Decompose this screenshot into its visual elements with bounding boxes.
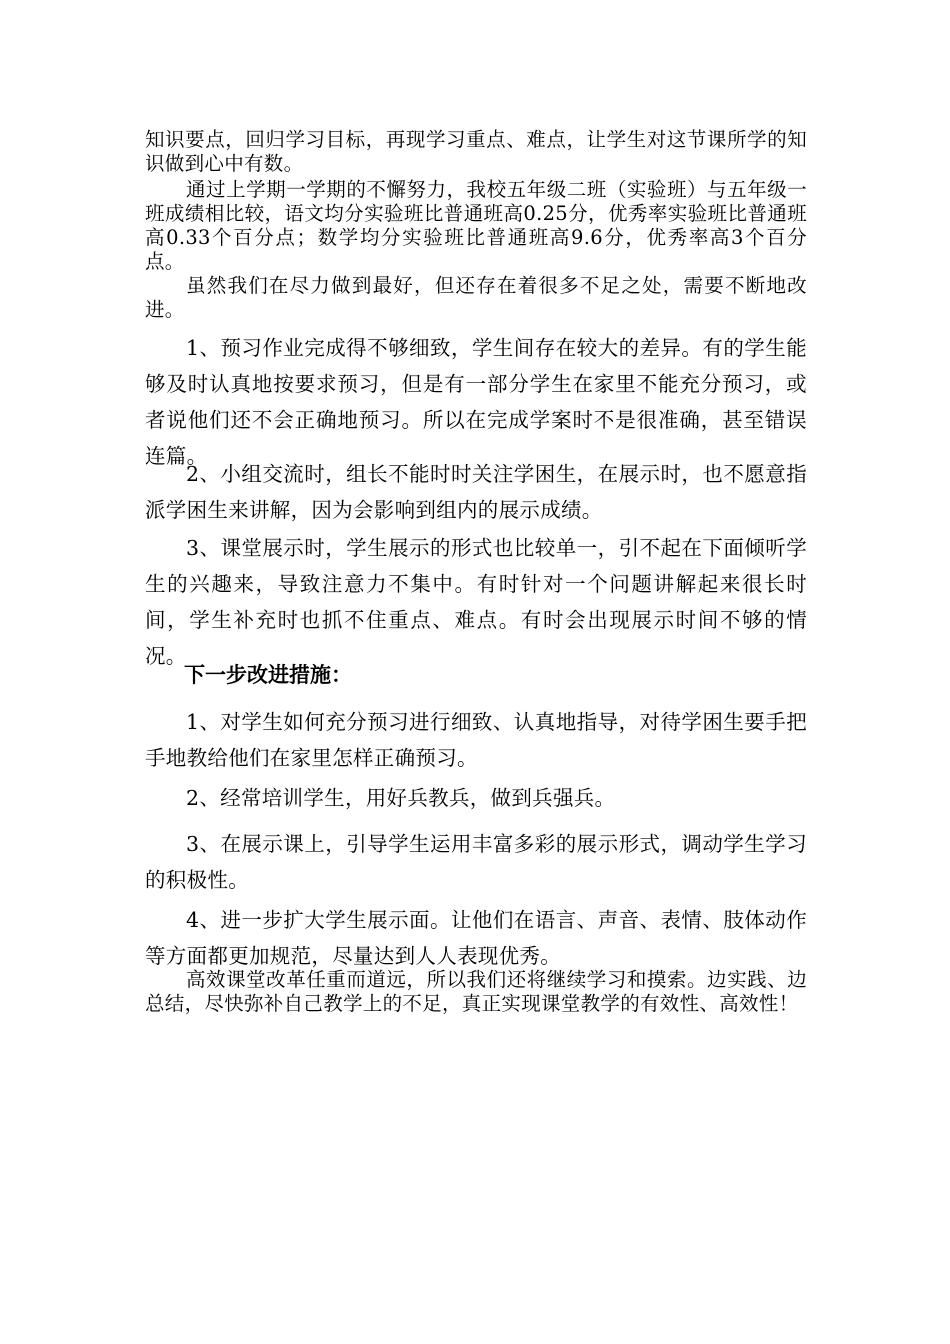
paragraph-shortcomings: 虽然我们在尽力做到最好，但还存在着很多不足之处，需要不断地改进。	[145, 274, 807, 321]
measure-2: 2、经常培训学生，用好兵教兵，做到兵强兵。	[186, 786, 616, 810]
paragraph-issue-2: 2、小组交流时，组长不能时时关注学困生，在展示时，也不愿意指派学困生来讲解，因为会影响到组内的展示成绩。	[145, 462, 807, 522]
paragraph-issue-1: 1、预习作业完成得不够细致，学生间存在较大的差异。有的学生能够及时认真地按要求预习，但是有一部分学生在家里不能充分预习，或者说他们还不会正确地预习。所以在完成学案时不是很准确，甚至错误连篇。	[145, 336, 807, 468]
paragraph-results: 通过上学期一学期的不懈努力，我校五年级二班（实验班）与五年级一班成绩相比较，语文均分实验班比普通班高0.25分，优秀率实验班比普通班高0.33个百分点；数学均分实验班比普通班高9.6分，优秀率高3个百分点。	[145, 178, 807, 273]
paragraph-intro: 知识要点，回归学习目标，再现学习重点、难点，让学生对这节课所学的知识做到心中有数。	[145, 128, 807, 175]
paragraph-issue-3: 3、课堂展示时，学生展示的形式也比较单一，引不起在下面倾听学生的兴趣来，导致注意力不集中。有时针对一个问题讲解起来很长时间，学生补充时也抓不住重点、难点。有时会出现展示时间不够的情况。	[145, 536, 807, 668]
section-heading: 下一步改进措施：	[184, 663, 352, 687]
measure-1: 1、对学生如何充分预习进行细致、认真地指导，对待学困生要手把手地教给他们在家里怎样正确预习。	[145, 710, 807, 770]
measure-3: 3、在展示课上，引导学生运用丰富多彩的展示形式，调动学生学习的积极性。	[145, 832, 807, 892]
paragraph-closing: 高效课堂改革任重而道远，所以我们还将继续学习和摸索。边实践、边总结，尽快弥补自己教学上的不足，真正实现课堂教学的有效性、高效性！	[145, 968, 807, 1015]
measure-4: 4、进一步扩大学生展示面。让他们在语言、声音、表情、肢体动作等方面都更加规范，尽量达到人人表现优秀。	[145, 908, 807, 968]
